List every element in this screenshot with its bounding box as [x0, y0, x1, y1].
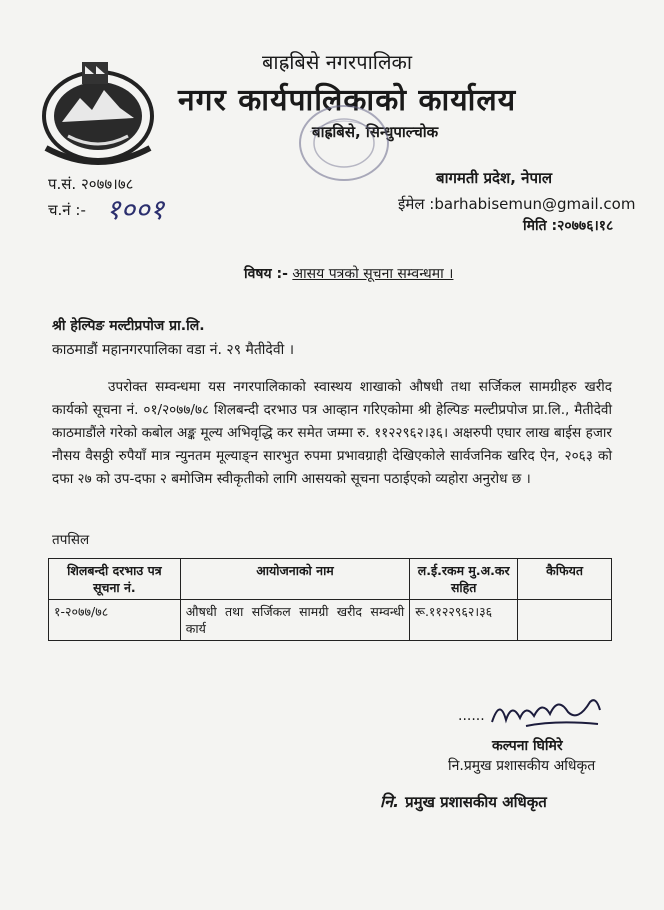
table-header-row	[49, 559, 612, 600]
details-table	[48, 558, 612, 641]
table-header-cell: शिलबन्दी दरभाउ पत्र सूचना नं.	[49, 559, 181, 600]
letter-body: उपरोक्त सम्वन्धमा यस नगरपालिकाको स्वास्थय शाखाको औषधी तथा सर्जिकल सामग्रीहरु खरीद कार्यको सूचना नं. ०१/२०७७/७८ शिलबन्दी दरभाउ पत्र आव्हान गरिएकोमा श्री हेल्पिङ मल्टीप्रपोज प्रा.लि., मैतीदेवी काठमाडौंले गरेको कबोल अङ्क मूल्य अभिवृद्धि कर समेत जम्मा रु. ११२२९६२।३६। अक्षरुपी एघार लाख बाईस हजार नौसय वैसठ्ठी रुपैयाँ मात्र न्युनतम मूल्याङ्न सारभुत रुपमा प्रभावग्राही देखिएकोले सार्वजनिक खरिद ऐन, २०६३ को दफा २७ को उप-दफा २ बमोजिम स्वीकृतीको लागि आसयको सूचना पठाईएको व्यहोरा अनुरोध छ ।	[52, 379, 612, 487]
table-row	[49, 600, 612, 641]
nepal-emblem-icon	[38, 52, 158, 172]
signatory-designation: नि.प्रमुख प्रशासकीय अधिकृत	[448, 758, 596, 774]
signature-image	[486, 692, 606, 732]
recipient-name: श्री हेल्पिङ मल्टीप्रपोज प्रा.लि.	[52, 318, 205, 334]
details-label: तपसिल	[52, 532, 90, 548]
subject-text: आसय पत्रको सूचना सम्वन्धमा ।	[292, 266, 454, 282]
recipient-address: काठमाडौं महानगरपालिका वडा नं. २९ मैतीदेवी ।	[52, 342, 295, 358]
letter-number: प.सं. २०७७।७८	[48, 175, 134, 193]
designation-stamp	[380, 790, 547, 812]
designation-stamp-text: प्रमुख प्रशासकीय अधिकृत	[405, 793, 547, 811]
designation-stamp-prefix: नि.	[380, 792, 400, 811]
signature-dots: ......	[458, 708, 485, 724]
table-header-cell: ल.ई.रकम मु.अ.कर सहित	[410, 559, 518, 600]
table-header-cell: कैफियत	[518, 559, 612, 600]
subject-label: विषय :-	[244, 266, 288, 282]
dispatch-number: १००१	[106, 193, 165, 226]
table-header-cell: आयोजनाको नाम	[180, 559, 409, 600]
municipality-name: बाह्रबिसे नगरपालिका	[262, 50, 413, 74]
table-cell: १-२०७७/७८	[49, 600, 181, 641]
province: बागमती प्रदेश, नेपाल	[436, 169, 553, 187]
dispatch-label: च.नं :-	[48, 201, 86, 219]
office-title: नगर कार्यपालिकाको कार्यालय	[178, 83, 517, 118]
signatory-name: कल्पना घिमिरे	[492, 738, 563, 754]
email: ईमेल :barhabisemun@gmail.com	[398, 195, 636, 213]
subject-line	[244, 264, 453, 283]
office-address: बाह्रबिसे, सिन्धुपाल्चोक	[312, 123, 439, 141]
table-cell	[518, 600, 612, 641]
letter-date: मिति :२०७७६।१८	[523, 218, 614, 234]
table-cell: रू.११२२९६२।३६	[410, 600, 518, 641]
office-seal-stamp-icon	[296, 102, 392, 184]
table-cell: औषधी तथा सर्जिकल सामग्री खरीद सम्वन्धी कार्य	[180, 600, 409, 641]
